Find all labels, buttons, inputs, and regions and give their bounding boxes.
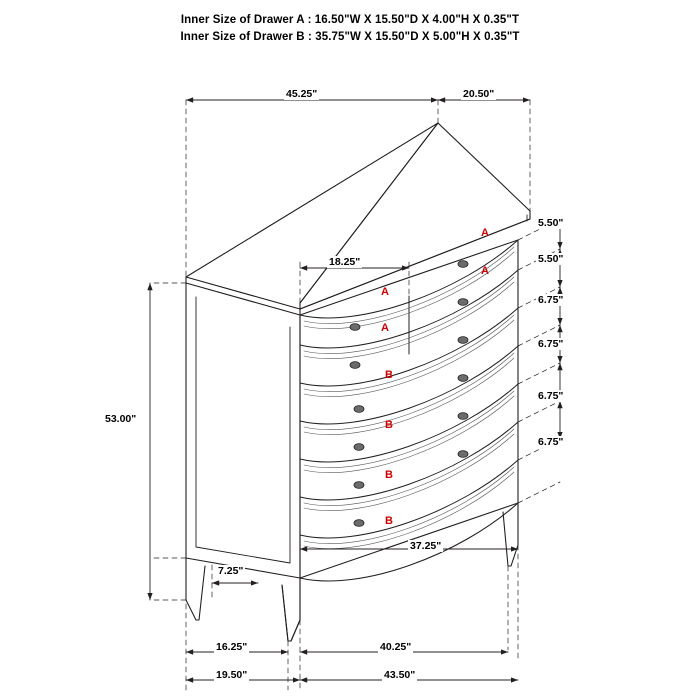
dim-base-depth: 19.50" xyxy=(216,669,248,681)
dim-row-5: 6.75" xyxy=(538,390,564,402)
drawer-label-b-2: B xyxy=(385,419,393,431)
dim-row-2: 5.50" xyxy=(538,253,564,265)
drawer-label-a-1: A xyxy=(381,286,389,298)
dim-total-height: 53.00" xyxy=(105,413,137,425)
drawer-label-a-2: A xyxy=(481,227,489,239)
drawer-b-spec: Inner Size of Drawer B : 35.75"W X 15.50"D X 5.00"H X 0.35"T xyxy=(180,31,520,43)
dim-row-3: 6.75" xyxy=(538,294,564,306)
dim-base-width: 43.50" xyxy=(384,669,416,681)
dim-top-width: 45.25" xyxy=(286,88,318,100)
dim-front-width-bottom: 40.25" xyxy=(380,641,412,653)
dim-front-drawer-width: 37.25" xyxy=(410,540,442,552)
dim-top-depth: 20.50" xyxy=(463,88,495,100)
cabinet-top xyxy=(186,123,530,315)
dim-row-6: 6.75" xyxy=(538,436,564,448)
drawer-a-spec: Inner Size of Drawer A : 16.50"W X 15.50"D X 4.00"H X 0.35"T xyxy=(180,14,520,26)
drawer-label-b-1: B xyxy=(385,369,393,381)
cabinet-left-side xyxy=(186,283,300,641)
dim-row-1: 5.50" xyxy=(538,217,564,229)
dim-leg-clearance: 7.25" xyxy=(218,565,244,577)
dim-side-depth-bottom: 16.25" xyxy=(216,641,248,653)
drawer-label-b-3: B xyxy=(385,469,393,481)
dim-drawer-a-width: 18.25" xyxy=(329,256,361,268)
drawer-label-a-3: A xyxy=(381,322,389,334)
dim-row-4: 6.75" xyxy=(538,338,564,350)
drawer-label-a-4: A xyxy=(481,265,489,277)
drawer-label-b-4: B xyxy=(385,515,393,527)
